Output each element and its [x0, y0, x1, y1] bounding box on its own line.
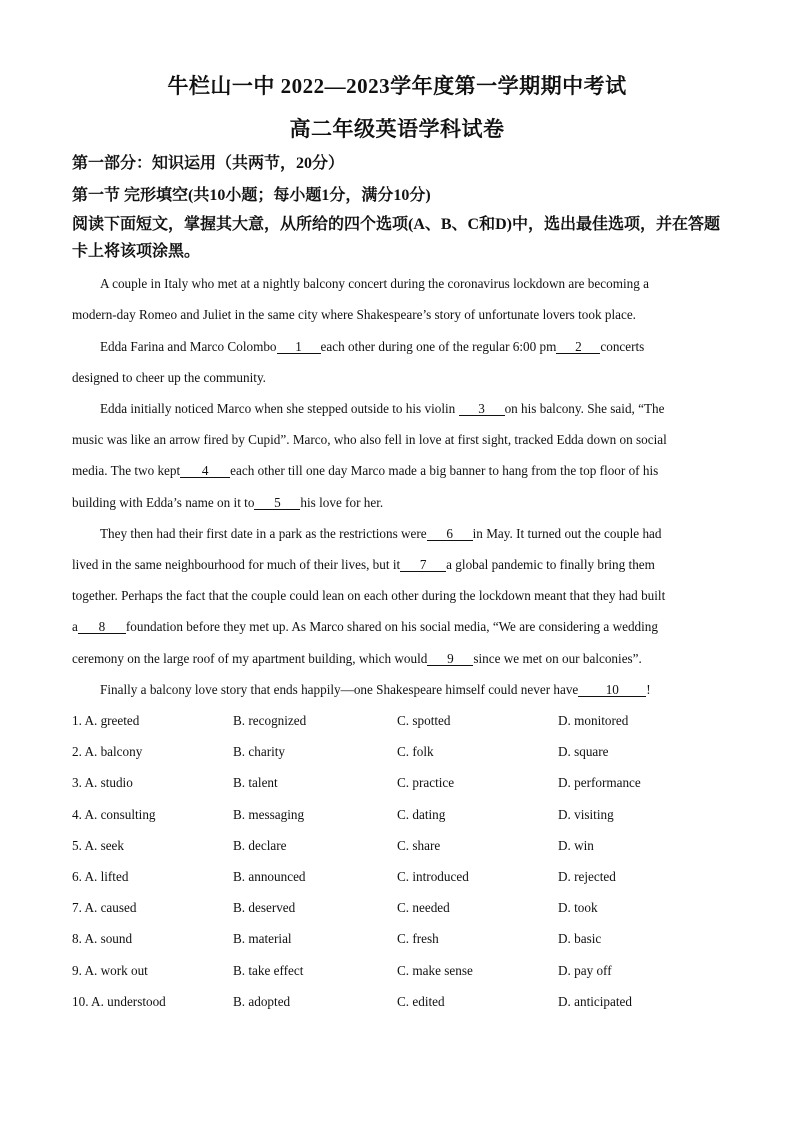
- instructions: 阅读下面短文，掌握其大意，从所给的四个选项(A、B、C和D)中，选出最佳选项，并在答题卡上将该项涂黑。: [72, 216, 720, 260]
- passage-line: lived in the same neighbourhood for much of their lives, but it 7 a global pandemic to finally bring them: [72, 557, 655, 572]
- option-d[interactable]: D. monitored: [558, 713, 629, 728]
- option-a[interactable]: 6. A. lifted: [72, 869, 129, 884]
- option-b[interactable]: B. deserved: [233, 900, 296, 915]
- option-a[interactable]: 4. A. consulting: [72, 807, 156, 822]
- option-c[interactable]: C. folk: [397, 744, 434, 759]
- passage-line: Edda initially noticed Marco when she stepped outside to his violin 3 on his balcony. She said, “The: [100, 401, 665, 416]
- passage-line: media. The two kept 4 each other till one day Marco made a big banner to hang from the top floor of his: [72, 463, 659, 478]
- option-b[interactable]: B. declare: [233, 838, 287, 853]
- exam-title: 牛栏山一中 2022—2023学年度第一学期期中考试: [167, 74, 627, 98]
- passage-line: Finally a balcony love story that ends happily—one Shakespeare himself could never have 10 !: [100, 682, 651, 697]
- option-d[interactable]: D. pay off: [558, 963, 612, 978]
- option-c[interactable]: C. share: [397, 838, 441, 853]
- blank-3[interactable]: 3: [459, 402, 505, 416]
- passage-line: a 8 foundation before they met up. As Marco shared on his social media, “We are considering a wedding: [72, 619, 658, 634]
- option-c[interactable]: C. fresh: [397, 931, 439, 946]
- blank-4[interactable]: 4: [180, 464, 230, 478]
- section-sub-heading: 第一节 完形填空(共10小题；每小题1分，满分10分): [72, 187, 431, 204]
- option-d[interactable]: D. basic: [558, 931, 602, 946]
- section-part-heading: 第一部分：知识运用（共两节，20分）: [72, 155, 345, 172]
- option-d[interactable]: D. square: [558, 744, 609, 759]
- option-d[interactable]: D. performance: [558, 775, 641, 790]
- passage-line: music was like an arrow fired by Cupid”. Marco, who also fell in love at first sight, tracked Edda down on social: [72, 432, 667, 447]
- option-d[interactable]: D. anticipated: [558, 994, 632, 1009]
- option-a[interactable]: 9. A. work out: [72, 963, 148, 978]
- blank-6[interactable]: 6: [427, 527, 473, 541]
- option-d[interactable]: D. rejected: [558, 869, 616, 884]
- passage-line: modern-day Romeo and Juliet in the same city where Shakespeare’s story of unfortunate lovers took place.: [72, 307, 636, 322]
- passage-line: A couple in Italy who met at a nightly balcony concert during the coronavirus lockdown are becoming a: [100, 276, 649, 291]
- option-a[interactable]: 2. A. balcony: [72, 744, 143, 759]
- passage-line: building with Edda’s name on it to 5 his love for her.: [72, 495, 384, 510]
- passage-line: Edda Farina and Marco Colombo 1 each other during one of the regular 6:00 pm 2 concerts: [100, 339, 645, 354]
- blank-5[interactable]: 5: [254, 496, 300, 510]
- option-c[interactable]: C. practice: [397, 775, 455, 790]
- option-c[interactable]: C. spotted: [397, 713, 451, 728]
- blank-9[interactable]: 9: [427, 652, 473, 666]
- option-a[interactable]: 3. A. studio: [72, 775, 133, 790]
- option-b[interactable]: B. messaging: [233, 807, 305, 822]
- blank-10[interactable]: 10: [578, 683, 646, 697]
- option-c[interactable]: C. make sense: [397, 963, 473, 978]
- option-a[interactable]: 10. A. understood: [72, 994, 166, 1009]
- passage-line: together. Perhaps the fact that the couple could lean on each other during the lockdown meant that they had built: [72, 588, 666, 603]
- option-b[interactable]: B. take effect: [233, 963, 304, 978]
- option-a[interactable]: 7. A. caused: [72, 900, 137, 915]
- option-d[interactable]: D. win: [558, 838, 594, 853]
- option-c[interactable]: C. dating: [397, 807, 446, 822]
- option-a[interactable]: 1. A. greeted: [72, 713, 140, 728]
- option-b[interactable]: B. recognized: [233, 713, 307, 728]
- option-c[interactable]: C. edited: [397, 994, 445, 1009]
- blank-8[interactable]: 8: [78, 620, 126, 634]
- blank-1[interactable]: 1: [277, 340, 321, 354]
- blank-2[interactable]: 2: [556, 340, 600, 354]
- option-d[interactable]: D. took: [558, 900, 598, 915]
- passage-line: designed to cheer up the community.: [72, 370, 266, 385]
- option-b[interactable]: B. announced: [233, 869, 306, 884]
- option-b[interactable]: B. adopted: [233, 994, 291, 1009]
- option-c[interactable]: C. needed: [397, 900, 450, 915]
- exam-subtitle: 高二年级英语学科试卷: [289, 117, 505, 141]
- option-d[interactable]: D. visiting: [558, 807, 614, 822]
- passage-line: ceremony on the large roof of my apartment building, which would 9 since we met on our balconies”.: [72, 651, 642, 666]
- option-b[interactable]: B. charity: [233, 744, 286, 759]
- option-c[interactable]: C. introduced: [397, 869, 469, 884]
- blank-7[interactable]: 7: [400, 558, 446, 572]
- passage-line: They then had their first date in a park as the restrictions were 6 in May. It turned out the couple had: [100, 526, 662, 541]
- option-a[interactable]: 8. A. sound: [72, 931, 133, 946]
- option-b[interactable]: B. material: [233, 931, 292, 946]
- option-a[interactable]: 5. A. seek: [72, 838, 125, 853]
- option-b[interactable]: B. talent: [233, 775, 278, 790]
